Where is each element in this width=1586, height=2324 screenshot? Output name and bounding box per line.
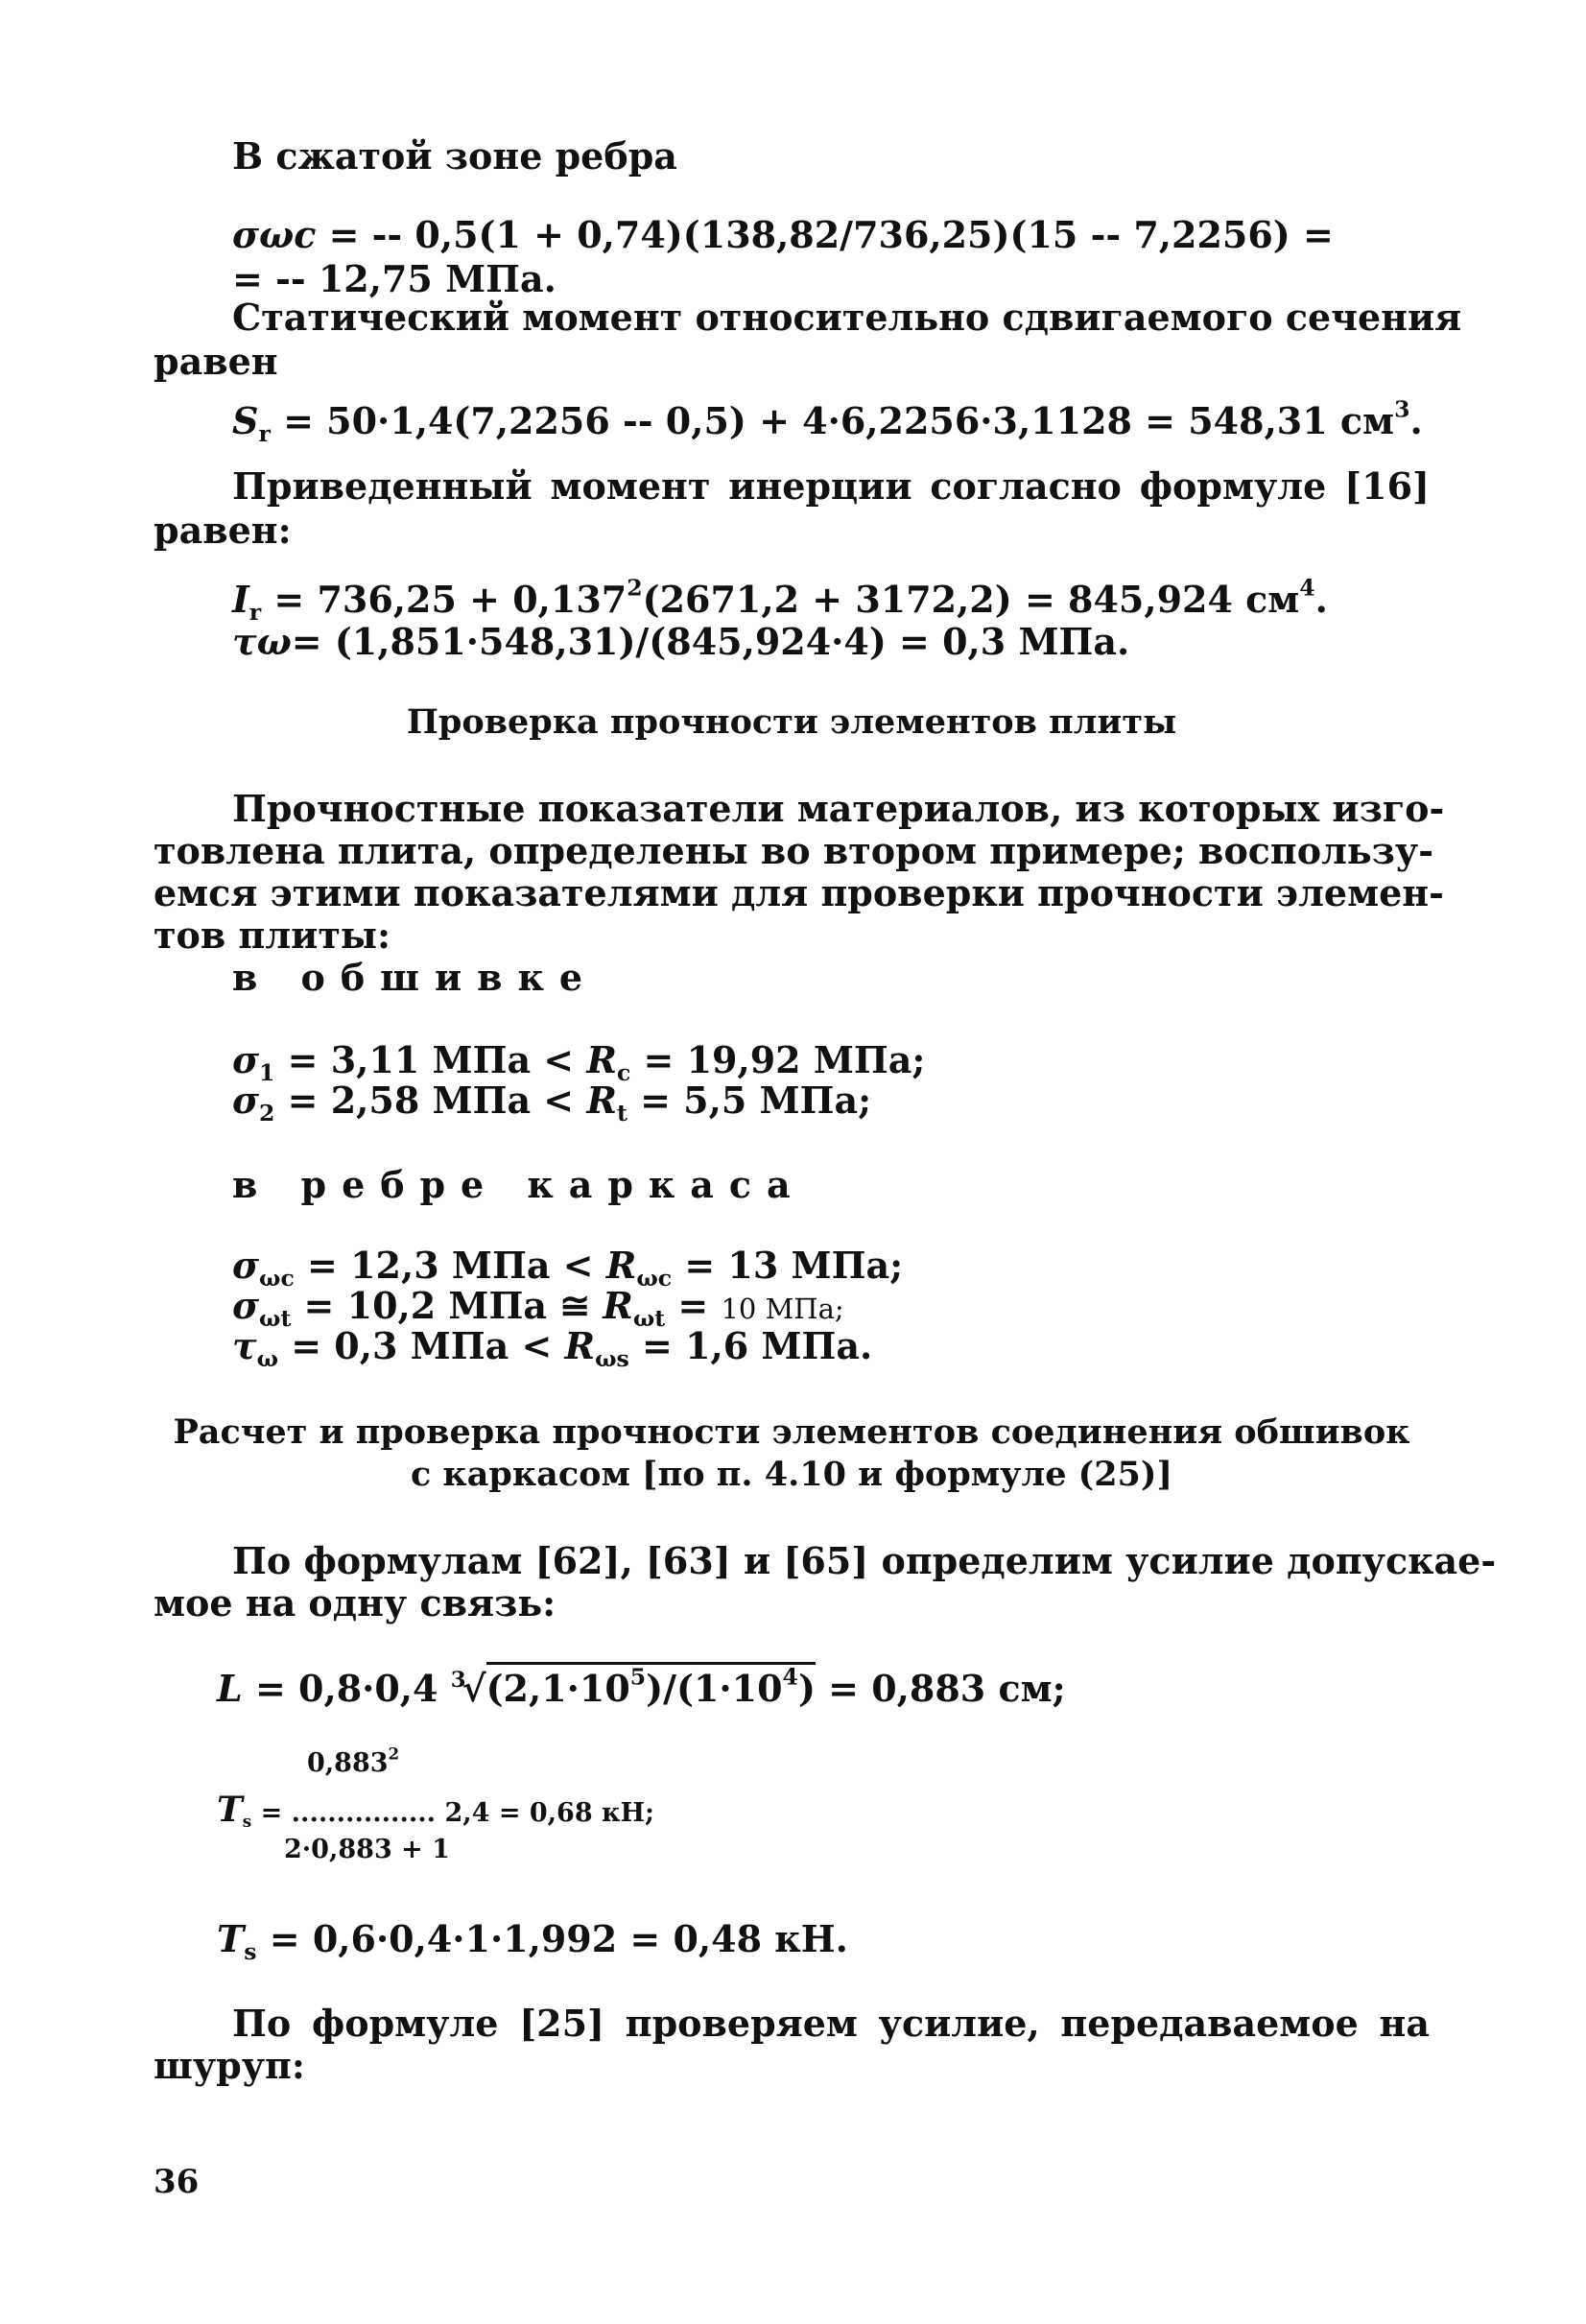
paragraph-line: емся этими показателями для проверки прочности элемен- [154, 871, 1444, 914]
formula-length: L = 0,8·0,4 $^3√(2,1\cdot 10^5)/(1\cdot 10^4) = 0,883$ см; [217, 1663, 1066, 1710]
text-line: В сжатой зоне ребра [232, 134, 677, 178]
page-number: 36 [154, 2163, 200, 2201]
spaced-subheading: в ребре каркаса [232, 1163, 806, 1206]
formula-inertia-moment: $I_r = 736,25 + 0,137^2(2671,2 + 3172,2) = 845,924$ $см^4$. [232, 574, 1328, 627]
section-heading: с каркасом [по п. 4.10 и формуле (25)] [410, 1455, 1173, 1494]
formula-shear-force-2: $T_s = 0,6\cdot 0,4\cdot 1\cdot 1,992 = 0,48$ кН. [217, 1917, 848, 1966]
formula-sigma1: $\sigma_1 = 3,11$ МПа < $R_c = 19,92$ МПа; [232, 1038, 926, 1087]
paragraph-line: мое на одну связь: [154, 1581, 556, 1624]
formula-tau-check: $\tau_\omega = 0,3$ МПа < $R_{\omega s} = 1,6$ МПа. [232, 1324, 873, 1373]
formula-sigma2: $\sigma_2 = 2,58$ МПа < $R_t = 5,5$ МПа; [232, 1079, 872, 1127]
formula-shear-force-1: $T_s$ = ................ 2,4 = 0,68 кН; [217, 1790, 654, 1831]
fraction-numerator: 0,883$^2$ [307, 1743, 400, 1778]
text-line: равен [154, 340, 278, 383]
text-line: Статический момент относительно сдвигаемого сечения [232, 296, 1462, 339]
text-line: Приведенный момент инерции согласно формуле [16] [232, 464, 1430, 508]
formula-static-moment: $S_r = 50\cdot 1,4(7,2256 -- 0,5) + 4\cdot 6,2256\cdot 3,1128 = 548,31$ $см^3$. [232, 395, 1423, 448]
formula-sigma-wc: σωс = -- 0,5(1 + 0,74)(138,82/736,25)(15 -- 7,2256) = [232, 213, 1334, 256]
formula-continuation: = -- 12,75 МПа. [232, 257, 556, 300]
text-line: равен: [154, 509, 292, 552]
formula-sigma-wc-check: $\sigma_{\omega с} = 12,3$ МПа < $R_{\omega с} = 13$ МПа; [232, 1244, 904, 1292]
paragraph-line: По формуле [25] проверяем усилие, передаваемое на [232, 2002, 1430, 2045]
formula-tau: τω= (1,851·548,31)/(845,924·4) = 0,3 МПа. [232, 620, 1130, 663]
formula-sigma-wt-check: $\sigma_{\omega t} = 10,2$ МПа ≅ $R_{\omega t} = 10$ МПа; [232, 1284, 844, 1333]
fraction-denominator: 2·0,883 + 1 [284, 1835, 450, 1864]
section-heading: Расчет и проверка прочности элементов соединения обшивок [173, 1412, 1410, 1452]
paragraph-line: По формулам [62], [63] и [65] определим усилие допускае- [232, 1539, 1497, 1582]
paragraph-line: тов плиты: [154, 913, 391, 957]
section-heading: Проверка прочности элементов плиты [406, 702, 1177, 742]
paragraph-line: шуруп: [154, 2044, 305, 2087]
paragraph-line: Прочностные показатели материалов, из которых изго- [232, 787, 1445, 830]
paragraph-line: товлена плита, определены во втором примере; воспользу- [154, 829, 1434, 872]
spaced-subheading: в обшивке [232, 956, 599, 999]
